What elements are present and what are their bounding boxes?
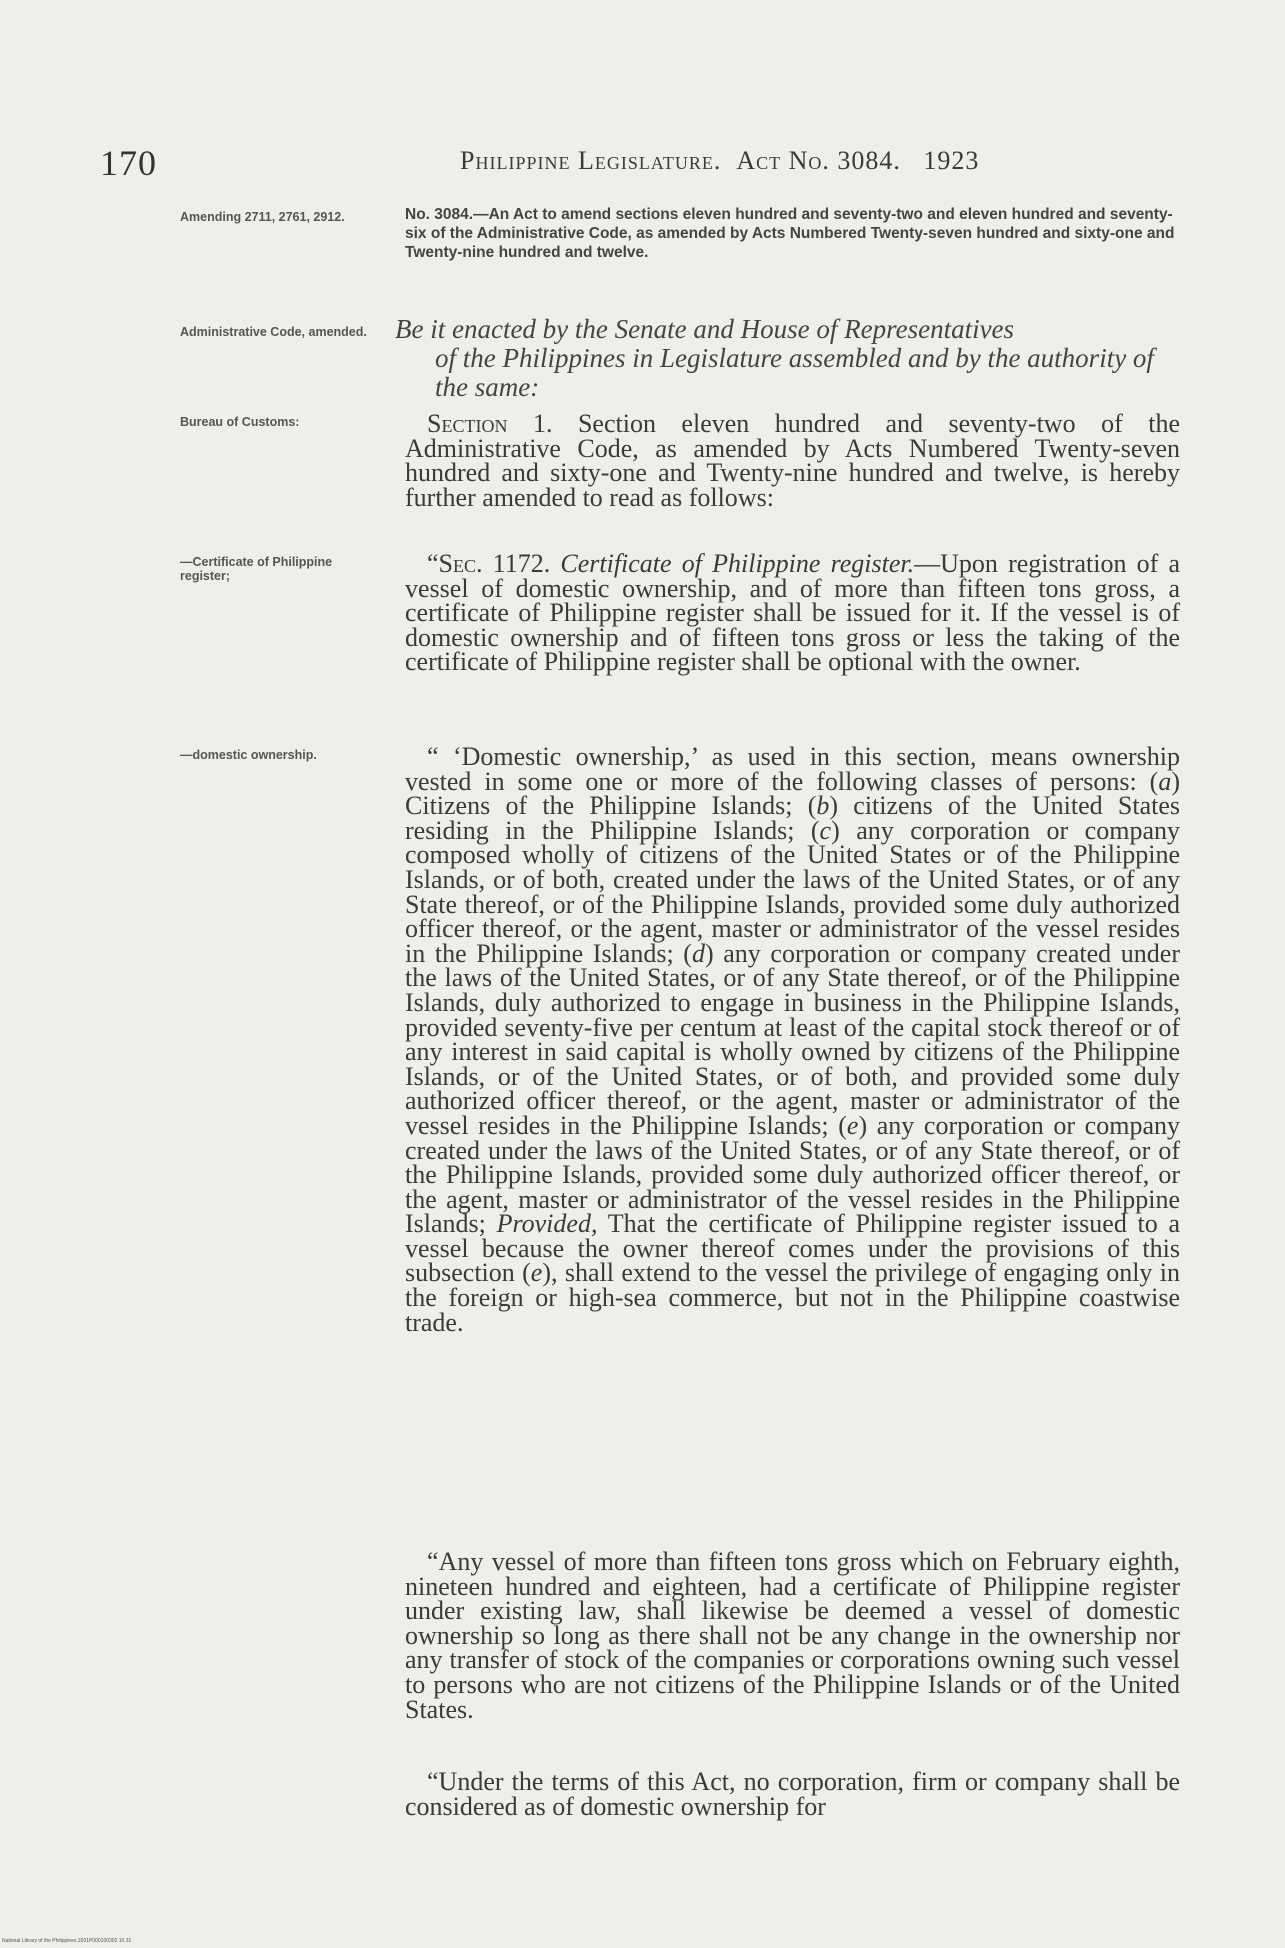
under-terms-paragraph (405, 1767, 1180, 1821)
margin-note-amending: Amending 2711, 2761, 2912. (180, 210, 345, 224)
running-head (460, 146, 979, 176)
domestic-text-f: ) any corporation or company created under the laws of the United States, or of any State thereof, or of the Philippine Islands, provided some duly authorized officer thereof, or the agent, master or administrator of the vessel resides in the Philippine Islands; (405, 1110, 1180, 1239)
domestic-text-h: ), shall extend to the vessel the privilege of engaging only in the foreign or high-sea commerce, but not in the Philippine coastwise trade. (405, 1258, 1181, 1337)
section-1-text: Section eleven hundred and seventy-two of the Administrative Code, as amended by Acts Numbered Twenty-seven hundred and sixty-one and Twenty-nine hundred and twelve, is hereby further amended to read as follows: (405, 409, 1181, 512)
any-vessel-paragraph (405, 1547, 1180, 1724)
margin-note-admin-code: Administrative Code, amended. (180, 325, 367, 339)
sec-1172-heading: Certificate of Philippine register. (560, 549, 915, 578)
under-terms-text: “Under the terms of this Act, no corporation, firm or company shall be considered as of domestic ownership for (405, 1767, 1180, 1821)
domestic-text-g: That the certificate of Philippine register issued to a vessel because the owner thereof comes under the provisions of this subsection ( (405, 1209, 1181, 1288)
section-1-label: Section 1. (427, 409, 553, 438)
running-head-year: 1923 (923, 146, 980, 175)
letter-c: c (819, 815, 832, 845)
running-head-act: Act No. 3084. (736, 146, 901, 175)
letter-e-2: e (530, 1258, 543, 1288)
enacting-line-2: of the Philippines in Legislature assembled and by the authority of the same: (435, 343, 1154, 402)
page-number: 170 (100, 143, 157, 183)
margin-note-bureau: Bureau of Customs: (180, 415, 300, 429)
domestic-text-b: ) Citizens of the Philippine Islands; ( (405, 766, 1180, 821)
domestic-text-d: ) any corporation or company composed wholly of citizens of the United States or of the Philippine Islands, or of both, created under the laws of the United States, or of any State thereof, or of the Philippine Islands, provided some duly authorized officer thereof, or the agent, master or administrator of the vessel resides in the Philippine Islands; ( (405, 815, 1180, 968)
sec-1172-text: —Upon registration of a vessel of domestic ownership, and of more than fifteen tons gross, a certificate of Philippine register shall be issued for it. If the vessel is of domestic ownership and of fifteen tons gross or less the taking of the certificate of Philippine register shall be optional with the owner. (405, 549, 1181, 677)
section-1-paragraph (405, 409, 1181, 512)
letter-b: b (816, 791, 830, 821)
running-head-title: Philippine Legislature. (460, 146, 722, 175)
letter-e-1: e (846, 1110, 859, 1140)
domestic-text-e: ) any corporation or company created under the laws of the United States, or of any State thereof, or of the Philippine Islands, duly authorized to engage in business in the Philippine Islands, provided seventy-five per centum at least of the capital stock thereof or of any interest in said capital is wholly owned by citizens of the Philippine Islands, or of the United States, or of both, and provided some duly authorized officer thereof, or the agent, master or administrator of the vessel resides in the Philippine Islands; ( (405, 938, 1180, 1140)
sec-1172-label: “Sec. 1172. (427, 549, 551, 578)
letter-d: d (691, 938, 705, 968)
enacting-clause (395, 315, 1185, 402)
any-vessel-text: “Any vessel of more than fifteen tons gross which on February eighth, nineteen hundred and eighteen, had a certificate of Philippine register under existing law, shall likewise be deemed a vessel of domestic ownership so long as there shall not be any change in the ownership nor any transfer of stock of the companies or corporations owning such vessel to persons who are not citizens of the Philippine Islands or of the United States. (405, 1547, 1180, 1724)
margin-note-domestic: —domestic ownership. (180, 748, 317, 762)
act-number: No. 3084. (405, 206, 474, 223)
scan-footer: National Library of the Philippines 2001P000100302 10.31 (2, 1938, 132, 1944)
act-title (405, 205, 1190, 262)
sec-1172-paragraph (405, 549, 1181, 677)
domestic-text-a: “ ‘Domestic ownership,’ as used in this section, means ownership vested in some one or more of the following classes of persons: ( (405, 742, 1180, 796)
margin-note-certificate: —Certificate of Philippine register; (180, 555, 333, 583)
provided-word: Provided, (496, 1209, 598, 1239)
letter-a: a (1158, 766, 1172, 796)
domestic-ownership-paragraph (405, 742, 1181, 1337)
domestic-text-c: ) citizens of the United States residing in the Philippine Islands; ( (405, 791, 1180, 845)
enacting-line-1: Be it enacted by the Senate and House of Representatives (395, 314, 1015, 344)
act-title-text: —An Act to amend sections eleven hundred and seventy-two and eleven hundred and seventy-six of the Administrative Code, as amended by Acts Numbered Twenty-seven hundred and sixty-one and Twenty-nine hundred and twelve. (405, 206, 1175, 261)
